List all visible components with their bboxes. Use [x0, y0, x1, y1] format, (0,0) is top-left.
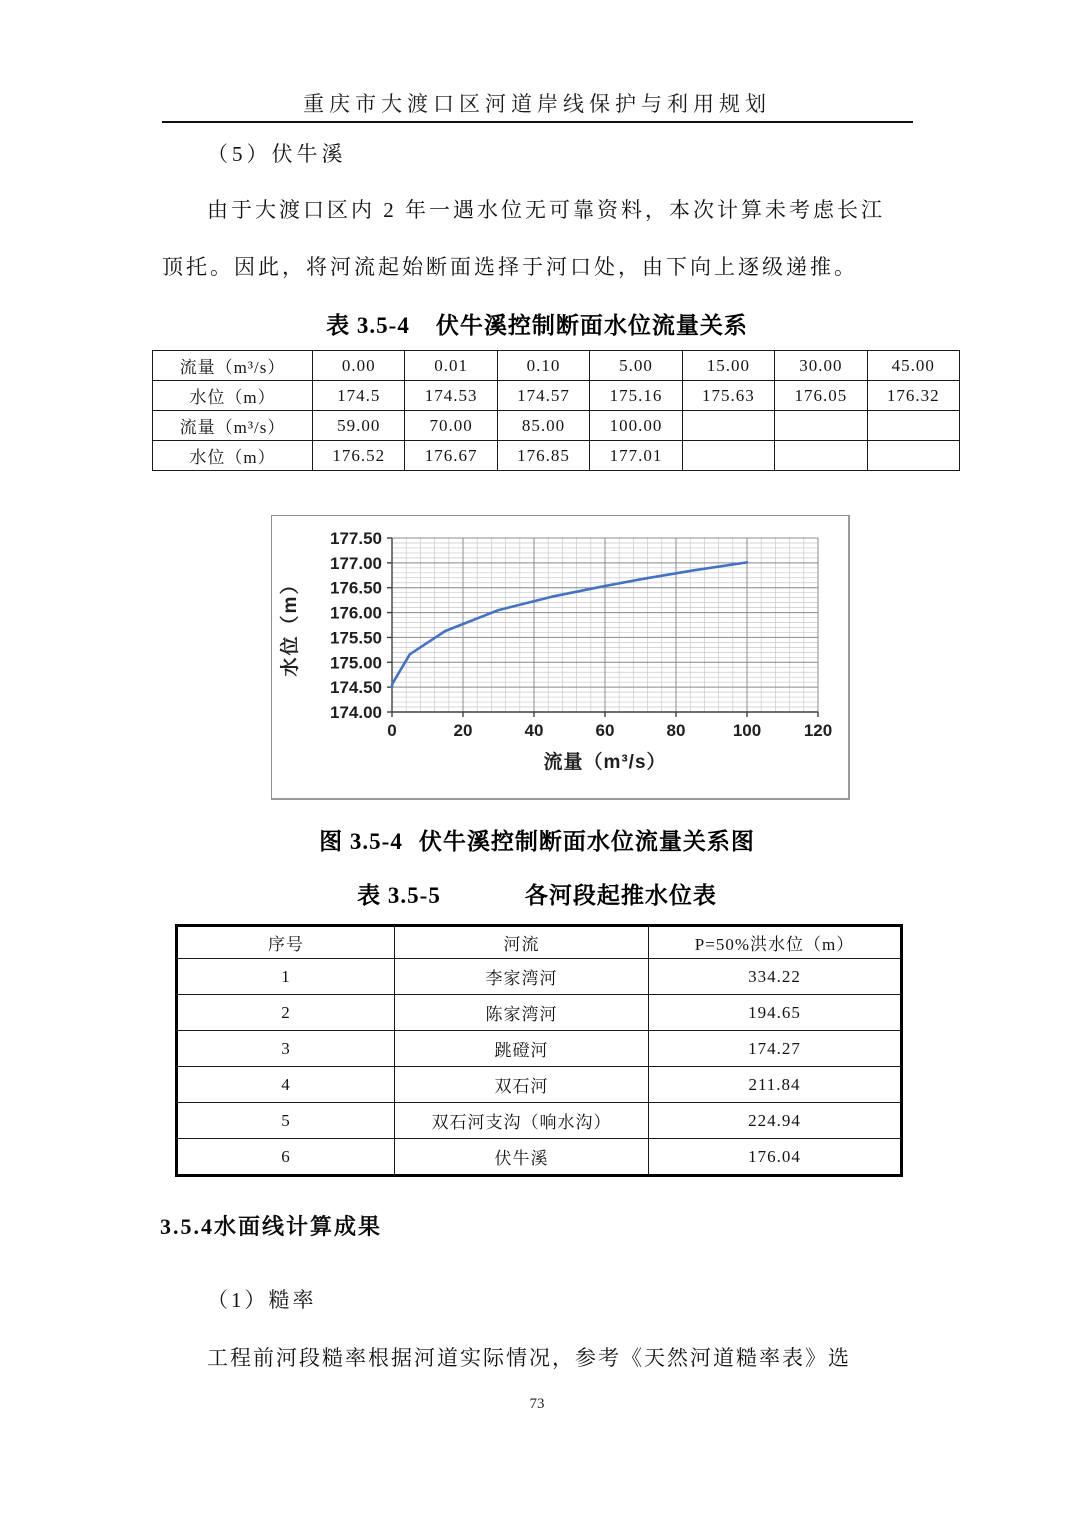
table-cell: 174.27: [649, 1031, 902, 1067]
stage-discharge-chart: [271, 515, 850, 800]
table-cell: [867, 411, 959, 441]
table-355-caption-title: 各河段起推水位表: [524, 883, 717, 908]
y-axis-title: 水位（m）: [280, 573, 301, 677]
figure-354-caption: [0, 823, 1074, 856]
table-cell: [682, 411, 774, 441]
table-row: [153, 441, 960, 471]
paragraph-line-3: 工程前河段糙率根据河道实际情况，参考《天然河道糙率表》选: [207, 1346, 851, 1370]
table-cell: 175.63: [682, 381, 774, 411]
row-header-cell: 水位（m）: [153, 441, 313, 471]
table-355-body: [177, 959, 902, 1176]
page-number: 73: [529, 1396, 545, 1412]
table-cell: 59.00: [313, 411, 405, 441]
x-axis-title: 流量（m³/s）: [543, 752, 667, 773]
table-row: [153, 411, 960, 441]
table-row: [177, 959, 902, 995]
table-row: [177, 1031, 902, 1067]
table-row: [177, 1067, 902, 1103]
table-cell: [775, 441, 867, 471]
table-cell: 陈家湾河: [395, 995, 649, 1031]
table-355-head: [177, 926, 902, 959]
figure-354-caption-label: 图 3.5-4: [319, 829, 403, 854]
y-tick-label: 177.50: [330, 529, 382, 548]
row-header-cell: 流量（m³/s）: [153, 351, 313, 381]
table-cell: 194.65: [649, 995, 902, 1031]
paragraph-line-2: 顶托。因此，将河流起始断面选择于河口处，由下向上逐级递推。: [162, 255, 858, 279]
table-cell: 30.00: [775, 351, 867, 381]
table-row: [177, 995, 902, 1031]
table-cell: 跳磴河: [395, 1031, 649, 1067]
table-cell: 334.22: [649, 959, 902, 995]
paragraph-line-1: 由于大渡口区内 2 年一遇水位无可靠资料，本次计算未考虑长江: [207, 198, 885, 222]
table-cell: 85.00: [497, 411, 589, 441]
stage-discharge-series-line: [392, 562, 747, 687]
table-cell: 174.57: [497, 381, 589, 411]
table-cell: 176.05: [775, 381, 867, 411]
table-row: [177, 1139, 902, 1176]
x-tick-label: 80: [666, 721, 686, 740]
table-cell: 175.16: [590, 381, 682, 411]
table-355-caption-label: 表 3.5-5: [357, 883, 441, 908]
table-cell: 174.53: [405, 381, 497, 411]
y-tick-label: 175.50: [330, 628, 382, 648]
table-cell: [682, 441, 774, 471]
table-cell: [775, 411, 867, 441]
table-cell: 0.00: [313, 351, 405, 381]
table-cell: [867, 441, 959, 471]
table-cell: 224.94: [649, 1103, 902, 1139]
header-rule: [162, 121, 913, 123]
row-header-cell: 水位（m）: [153, 381, 313, 411]
column-header-cell: 序号: [177, 926, 395, 959]
table-cell: 双石河: [395, 1067, 649, 1103]
table-cell: 0.01: [405, 351, 497, 381]
stage-discharge-chart-svg: [272, 516, 848, 798]
table-cell: 5.00: [590, 351, 682, 381]
table-cell: 双石河支沟（响水沟）: [395, 1103, 649, 1139]
table-cell: 15.00: [682, 351, 774, 381]
table-cell: 0.10: [497, 351, 589, 381]
table-cell: 4: [177, 1067, 395, 1103]
y-tick-label: 175.00: [330, 653, 382, 673]
table-cell: 176.67: [405, 441, 497, 471]
table-354: [152, 350, 960, 471]
y-tick-label: 177.00: [330, 553, 382, 573]
table-cell: 176.04: [649, 1139, 902, 1176]
table-cell: 100.00: [590, 411, 682, 441]
x-tick-label: 0: [387, 721, 397, 740]
x-tick-label: 20: [453, 721, 473, 740]
table-cell: 5: [177, 1103, 395, 1139]
table-cell: 177.01: [590, 441, 682, 471]
table-354-caption-title: 伏牛溪控制断面水位流量关系: [435, 313, 748, 338]
x-tick-label: 60: [595, 721, 615, 740]
table-cell: 211.84: [649, 1067, 902, 1103]
column-header-cell: P=50%洪水位（m）: [649, 926, 902, 959]
table-cell: 176.85: [497, 441, 589, 471]
table-row: [153, 381, 960, 411]
y-tick-label: 176.50: [330, 578, 382, 598]
table-cell: 2: [177, 995, 395, 1031]
table-cell: 6: [177, 1139, 395, 1176]
table-cell: 70.00: [405, 411, 497, 441]
section-354-heading: 3.5.4水面线计算成果: [160, 1214, 383, 1239]
table-354-caption-label: 表 3.5-4: [326, 313, 410, 338]
figure-354-caption-title: 伏牛溪控制断面水位流量关系图: [418, 829, 755, 854]
table-cell: 李家湾河: [395, 959, 649, 995]
table-row: [177, 1103, 902, 1139]
table-354-body: [153, 351, 960, 471]
column-header-cell: 河流: [395, 926, 649, 959]
y-tick-label: 176.00: [330, 603, 382, 623]
page-header-title: 重庆市大渡口区河道岸线保护与利用规划: [303, 92, 771, 116]
table-355: [175, 924, 903, 1177]
x-tick-label: 100: [732, 721, 762, 740]
table-cell: 176.32: [867, 381, 959, 411]
table-cell: 1: [177, 959, 395, 995]
table-cell: 176.52: [313, 441, 405, 471]
table-cell: 174.5: [313, 381, 405, 411]
table-cell: 3: [177, 1031, 395, 1067]
subsection-1-label: （1）糙率: [207, 1288, 317, 1312]
x-tick-label: 120: [803, 721, 833, 740]
table-355-caption: [0, 877, 1074, 910]
row-header-cell: 流量（m³/s）: [153, 411, 313, 441]
table-cell: 45.00: [867, 351, 959, 381]
table-row: [153, 351, 960, 381]
table-cell: 伏牛溪: [395, 1139, 649, 1176]
table-354-caption: [0, 307, 1074, 340]
subsection-5-label: （5）伏牛溪: [207, 142, 347, 166]
table-header-row: [177, 926, 902, 959]
y-tick-label: 174.00: [330, 703, 382, 722]
y-tick-label: 174.50: [330, 678, 382, 698]
x-tick-label: 40: [524, 721, 544, 740]
